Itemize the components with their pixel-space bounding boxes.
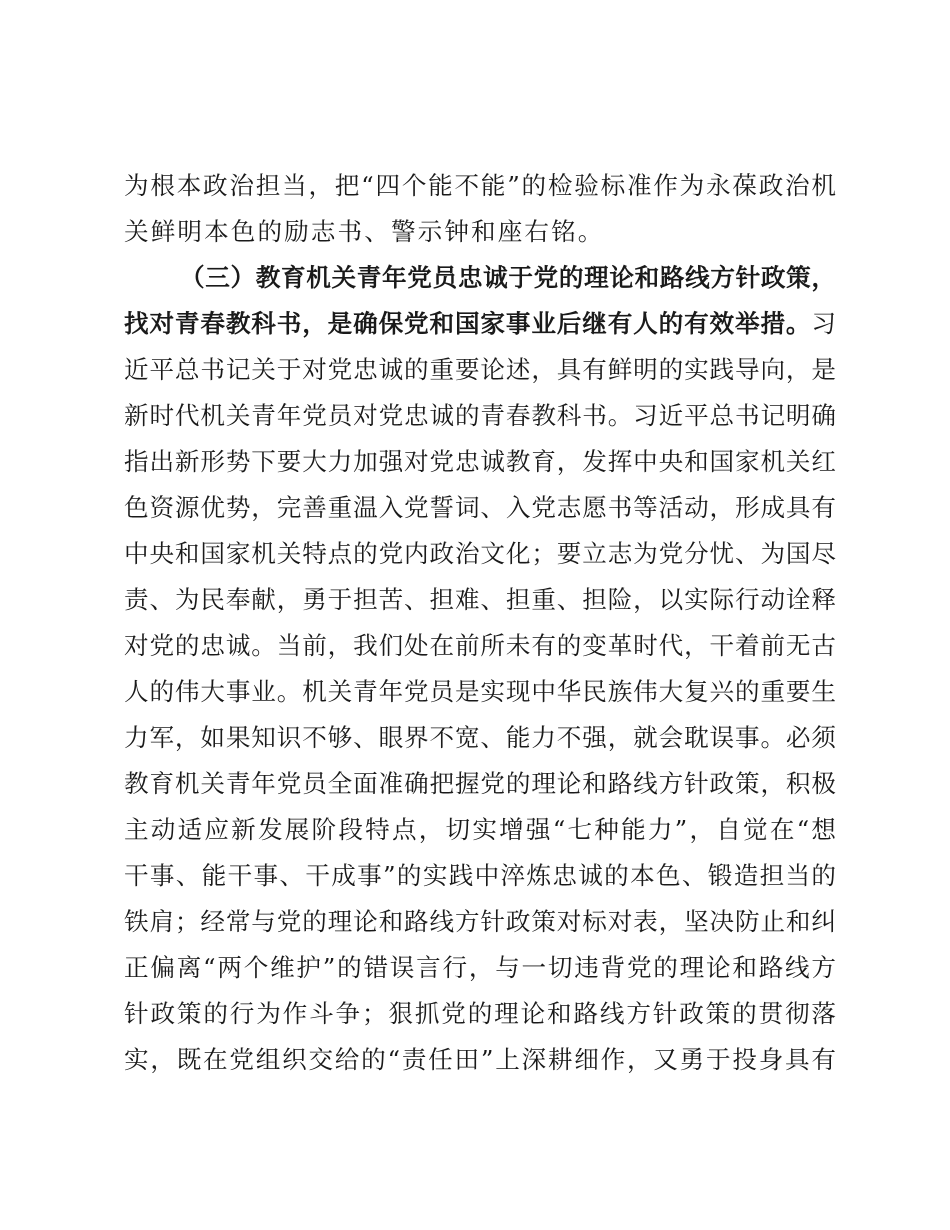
body-line-7: 对党的忠诚。当前，我们处在前所未有的变革时代，干着前无古 (124, 631, 836, 660)
section-heading-line-1: （三）教育机关青年党员忠诚于党的理论和路线方针政策， (180, 263, 836, 292)
section-heading-rest-text: 习 (811, 309, 836, 338)
body-line-3: 指出新形势下要大力加强对党忠诚教育，发挥中央和国家机关红 (124, 447, 836, 476)
body-line-10: 教育机关青年党员全面准确把握党的理论和路线方针政策，积极 (124, 769, 836, 798)
body-line-4: 色资源优势，完善重温入党誓词、入党志愿书等活动，形成具有 (124, 493, 836, 522)
body-line-5: 中央和国家机关特点的党内政治文化；要立志为党分忧、为国尽 (124, 539, 836, 568)
paragraph-1-line-1: 为根本政治担当，把“四个能不能”的检验标准作为永葆政治机 (124, 171, 836, 200)
body-line-13: 铁肩；经常与党的理论和路线方针政策对标对表，坚决防止和纠 (124, 907, 836, 936)
body-line-12: 干事、能干事、干成事”的实践中淬炼忠诚的本色、锻造担当的 (124, 861, 836, 890)
body-line-8: 人的伟大事业。机关青年党员是实现中华民族伟大复兴的重要生 (124, 677, 836, 706)
section-heading-bold-text: 找对青春教科书，是确保党和国家事业后继有人的有效举措。 (124, 309, 812, 338)
body-line-11: 主动适应新发展阶段特点，切实增强“七种能力”，自觉在“想 (124, 815, 836, 844)
paragraph-1-line-2: 关鲜明本色的励志书、警示钟和座右铭。 (124, 217, 605, 246)
body-line-15: 针政策的行为作斗争；狠抓党的理论和路线方针政策的贯彻落 (124, 999, 836, 1028)
body-line-9: 力军，如果知识不够、眼界不宽、能力不强，就会耽误事。必须 (124, 723, 836, 752)
body-line-14: 正偏离“两个维护”的错误言行，与一切违背党的理论和路线方 (124, 953, 836, 982)
section-heading-line-2 (124, 308, 836, 340)
body-line-1: 近平总书记关于对党忠诚的重要论述，具有鲜明的实践导向，是 (124, 355, 836, 384)
body-line-6: 责、为民奉献，勇于担苦、担难、担重、担险，以实际行动诠释 (124, 585, 836, 614)
body-line-16: 实，既在党组织交给的“责任田”上深耕细作，又勇于投身具有 (124, 1045, 836, 1074)
body-line-2: 新时代机关青年党员对党忠诚的青春教科书。习近平总书记明确 (124, 401, 836, 430)
